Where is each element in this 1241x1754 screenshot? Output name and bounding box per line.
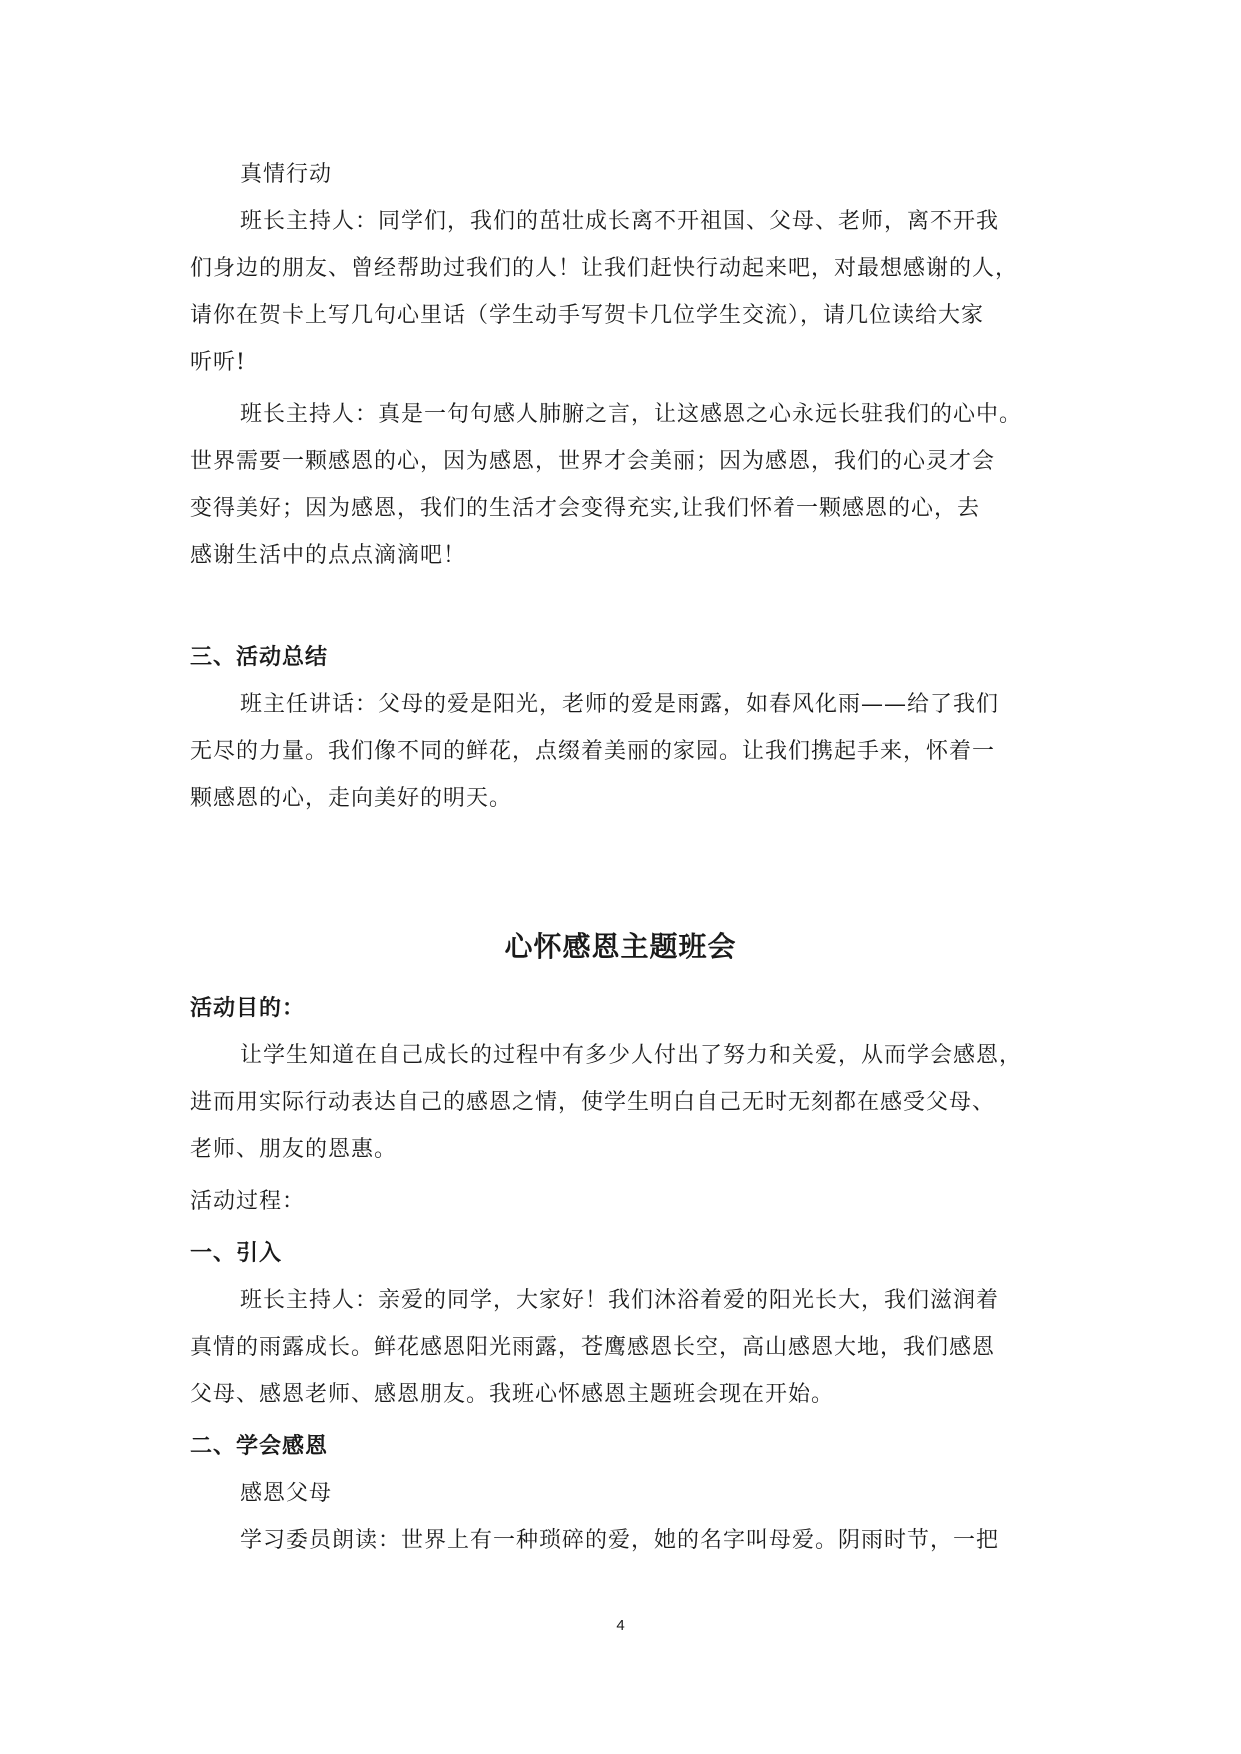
paragraph-line: 班长主持人：亲爱的同学，大家好！我们沐浴着爱的阳光长大，我们滋润着 bbox=[240, 1288, 1000, 1313]
paragraph-line: 学习委员朗读：世界上有一种琐碎的爱，她的名字叫母爱。阴雨时节，一把 bbox=[240, 1528, 1000, 1553]
process-label: 活动过程： bbox=[190, 1189, 306, 1214]
section-heading-intro: 一、引入 bbox=[190, 1241, 283, 1266]
paragraph-line: 感谢生活中的点点滴滴吧！ bbox=[190, 543, 467, 568]
paragraph-line: 无尽的力量。我们像不同的鲜花，点缀着美丽的家园。让我们携起手来，怀着一 bbox=[190, 739, 996, 764]
paragraph-line: 们身边的朋友、曾经帮助过我们的人！让我们赶快行动起来吧，对最想感谢的人， bbox=[190, 256, 1019, 281]
paragraph-line: 班主任讲话：父母的爱是阳光，老师的爱是雨露，如春风化雨——给了我们 bbox=[240, 692, 1000, 717]
paragraph-line: 班长主持人：同学们，我们的茁壮成长离不开祖国、父母、老师，离不开我 bbox=[240, 209, 1000, 234]
paragraph-line: 老师、朋友的恩惠。 bbox=[190, 1137, 398, 1162]
paragraph-line: 让学生知道在自己成长的过程中有多少人付出了努力和关爱，从而学会感恩， bbox=[240, 1043, 1023, 1068]
page-number: 4 bbox=[616, 1617, 625, 1634]
paragraph-line: 班长主持人：真是一句句感人肺腑之言，让这感恩之心永远长驻我们的心中。 bbox=[240, 402, 1023, 427]
paragraph-line: 听听! bbox=[190, 350, 246, 375]
paragraph-line: 真情的雨露成长。鲜花感恩阳光雨露，苍鹰感恩长空，高山感恩大地，我们感恩 bbox=[190, 1335, 996, 1360]
paragraph-line: 变得美好；因为感恩，我们的生活才会变得充实,让我们怀着一颗感恩的心，去 bbox=[190, 496, 980, 521]
section-heading-goal: 活动目的： bbox=[190, 996, 306, 1021]
paragraph-line: 请你在贺卡上写几句心里话（学生动手写贺卡几位学生交流），请几位读给大家 bbox=[190, 303, 985, 328]
subheading-sincere-action: 真情行动 bbox=[240, 162, 333, 187]
subheading-parents: 感恩父母 bbox=[240, 1481, 333, 1506]
paragraph-line: 父母、感恩老师、感恩朋友。我班心怀感恩主题班会现在开始。 bbox=[190, 1382, 835, 1407]
page-title: 心怀感恩主题班会 bbox=[504, 930, 737, 963]
paragraph-line: 颗感恩的心，走向美好的明天。 bbox=[190, 786, 513, 811]
paragraph-line: 世界需要一颗感恩的心，因为感恩，世界才会美丽；因为感恩，我们的心灵才会 bbox=[190, 449, 996, 474]
section-heading-learn: 二、学会感恩 bbox=[190, 1434, 329, 1459]
section-heading-summary: 三、活动总结 bbox=[190, 645, 329, 670]
paragraph-line: 进而用实际行动表达自己的感恩之情，使学生明白自己无时无刻都在感受父母、 bbox=[190, 1090, 996, 1115]
